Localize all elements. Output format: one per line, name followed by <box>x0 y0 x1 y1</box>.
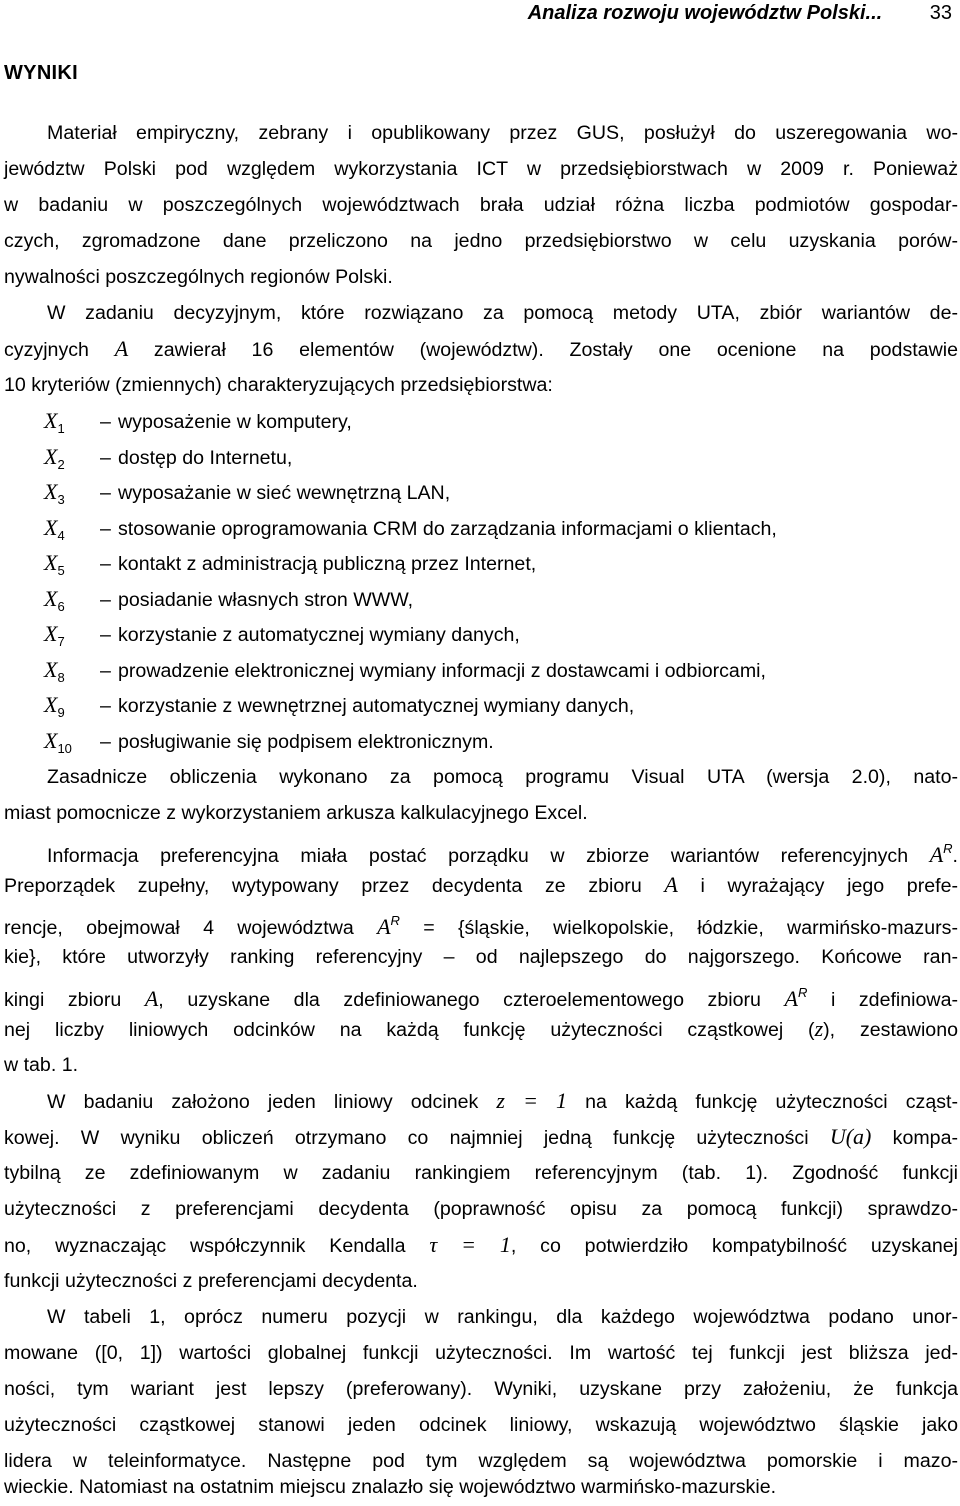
criterion-description: wyposażanie w sieć wewnętrzną LAN, <box>118 482 451 504</box>
math-set-a: A <box>144 986 159 1011</box>
text-fragment: i wyrażający jego prefe- <box>700 875 958 897</box>
criterion-description: posługiwanie się podpisem elektronicznym. <box>118 730 494 753</box>
criterion-description: korzystanie z automatycznej wymiany danych, <box>118 624 520 646</box>
paragraph-2-line: W zadaniu decyzyjnym, które rozwiązano za pomocą metody UTA, zbiór wariantów de- <box>47 302 958 324</box>
text-fragment: no, wyznaczając współczynnik Kendalla <box>4 1235 406 1257</box>
paragraph-1-line: Materiał empiryczny, zebrany i opublikowany przez GUS, posłużył do uszeregowania wo- <box>47 122 958 144</box>
running-header <box>0 2 952 28</box>
criterion-description: prowadzenie elektronicznej wymiany informacji z dostawcami i odbiorcami, <box>118 659 766 682</box>
paragraph-1-line: nywalności poszczególnych regionów Polski. <box>4 266 393 288</box>
criterion-variable: $X_{10}$ <box>44 727 72 756</box>
paragraph-4-line <box>4 868 958 902</box>
math-z: z <box>814 1016 824 1041</box>
criterion-variable: $X_2$ <box>44 443 65 472</box>
text-fragment: zawierał 16 elementów (województw). Zostały one ocenione na podstawie <box>153 339 958 361</box>
criterion-item <box>44 617 520 651</box>
criterion-dash: – <box>100 659 111 682</box>
paragraph-5-line: tybilną ze zdefiniowanym w zadaniu rankingiem referencyjnym (tab. 1). Zgodność funkcji <box>4 1162 958 1184</box>
text-fragment: , uzyskane dla zdefiniowanego czteroelementowego zbioru <box>158 989 761 1011</box>
text-fragment: kowej. W wyniku obliczeń otrzymano co najmniej jedną funkcję użyteczności <box>4 1127 809 1149</box>
paragraph-6-line: lidera w teleinformatyce. Następne pod tym względem są województwa pomorskie i mazo- <box>4 1450 958 1472</box>
paragraph-6-line: W tabeli 1, oprócz numeru pozycji w rankingu, dla każdego województwa podano unor- <box>47 1306 958 1328</box>
text-fragment: cyzyjnych <box>4 339 89 361</box>
criterion-dash: – <box>100 695 111 717</box>
criterion-variable: $X_3$ <box>44 479 65 507</box>
criterion-description: korzystanie z wewnętrznej automatycznej wymiany danych, <box>118 695 635 717</box>
criterion-dash: – <box>100 730 111 753</box>
paragraph-6-line: mowane ([0, 1]) wartości globalnej funkcji użyteczności. Im wartość tej funkcji jest bliższa jed- <box>4 1342 958 1364</box>
criterion-description: stosowanie oprogramowania CRM do zarządzania informacjami o klientach, <box>118 517 777 540</box>
text-fragment: kingi zbioru <box>4 989 122 1011</box>
math-reference-set: $A^R$ <box>784 985 808 1011</box>
paragraph-6-line: użyteczności cząstkowej stanowi jeden odcinek liniowy, wskazują województwo śląskie jako <box>4 1414 958 1436</box>
text-fragment: Informacja preferencyjna miała postać porządku w zbiorze wariantów referencyjnych <box>47 845 909 867</box>
paragraph-5-line: użyteczności z preferencjami decydenta (poprawność opisu za pomocą funkcji) sprawdzo- <box>4 1198 958 1220</box>
paragraph-4-line <box>4 1012 958 1046</box>
math-set-a: A <box>664 872 678 897</box>
criterion-item <box>44 546 536 580</box>
criterion-description: kontakt z administracją publiczną przez Internet, <box>118 553 537 575</box>
criterion-item <box>44 404 352 438</box>
criterion-dash: – <box>100 482 111 504</box>
criterion-variable: $X_1$ <box>44 408 65 436</box>
paragraph-1-line: czych, zgromadzone dane przeliczono na jedno przedsiębiorstwo w celu uzyskania porów- <box>4 230 958 252</box>
criterion-dash: – <box>100 411 111 433</box>
criterion-dash: – <box>100 446 111 469</box>
paragraph-4-line: kie}, które utworzyły ranking referencyjny – od najlepszego do najgorszego. Końcowe ran- <box>4 946 958 968</box>
criterion-item <box>44 653 766 687</box>
paragraph-5-line <box>4 1120 958 1154</box>
criterion-item <box>44 582 413 616</box>
criterion-dash: – <box>100 588 111 611</box>
paragraph-5-line <box>47 1084 958 1118</box>
text-fragment: na każdą funkcję użyteczności cząst- <box>585 1091 958 1113</box>
text-fragment: nej liczby liniowych odcinków na każdą funkcję użyteczności cząstkowej ( <box>4 1019 815 1041</box>
text-fragment: , co potwierdziło kompatybilność uzyskanej <box>510 1235 958 1257</box>
text-fragment: Preporządek zupełny, wytypowany przez decydenta ze zbioru <box>4 875 642 897</box>
criterion-description: posiadanie własnych stron WWW, <box>118 588 414 611</box>
paragraph-2-line <box>4 332 958 366</box>
math-set-a: A <box>114 336 129 361</box>
paragraph-5-line: funkcji użyteczności z preferencjami decydenta. <box>4 1270 418 1292</box>
criterion-dash: – <box>100 517 111 540</box>
paragraph-3-line: Zasadnicze obliczenia wykonano za pomocą programu Visual UTA (wersja 2.0), nato- <box>47 766 958 788</box>
criterion-description: dostęp do Internetu, <box>118 446 293 469</box>
criterion-variable: $X_9$ <box>44 692 65 720</box>
paragraph-6-line: ności, tym wariant jest lepszy (preferowany). Wyniki, uzyskane przy założeniu, że funkcja <box>4 1378 958 1400</box>
criterion-item <box>44 440 292 474</box>
criterion-variable: $X_8$ <box>44 656 65 685</box>
math-z-equals-1: z = 1 <box>496 1088 568 1113</box>
running-title: Analiza rozwoju województw Polski... <box>527 2 883 24</box>
criterion-dash: – <box>100 553 111 575</box>
criterion-item <box>44 475 450 509</box>
paragraph-1-line: w badaniu w poszczególnych województwach brała udział różna liczba podmiotów gospodar- <box>4 194 958 216</box>
text-fragment: W badaniu założono jeden liniowy odcinek <box>47 1091 479 1113</box>
paragraph-2-line: 10 kryteriów (zmiennych) charakteryzujących przedsiębiorstwa: <box>4 374 553 396</box>
text-fragment: = {śląskie, wielkopolskie, łódzkie, warmińsko-mazurs- <box>423 917 958 939</box>
criterion-dash: – <box>100 624 111 646</box>
text-fragment: i zdefiniowa- <box>830 989 958 1011</box>
paragraph-6-line: wieckie. Natomiast na ostatnim miejscu znalazło się województwo warmińsko-mazurskie. <box>4 1476 777 1498</box>
text-fragment: kompa- <box>892 1127 958 1149</box>
text-fragment: rencje, obejmował 4 województwa <box>4 917 354 939</box>
page-number: 33 <box>929 2 952 24</box>
math-reference-set: $A^R$ <box>377 913 400 939</box>
criterion-variable: $X_4$ <box>44 514 65 543</box>
paragraph-4-line <box>4 976 958 1010</box>
criterion-item <box>44 724 494 758</box>
criterion-variable: $X_6$ <box>44 585 65 614</box>
math-utility-function: U(a) <box>829 1124 872 1149</box>
text-fragment: ), zestawiono <box>823 1019 958 1041</box>
math-reference-set: $A^R$. <box>929 841 958 867</box>
paragraph-3-line: miast pomocnicze z wykorzystaniem arkusza kalkulacyjnego Excel. <box>4 802 588 824</box>
paragraph-5-line <box>4 1228 958 1262</box>
paragraph-4-line <box>47 832 958 866</box>
criterion-item <box>44 688 634 722</box>
paragraph-1-line: jewództw Polski pod względem wykorzystania ICT w przedsiębiorstwach w 2009 r. Ponieważ <box>4 158 958 180</box>
criterion-description: wyposażenie w komputery, <box>118 411 352 433</box>
paragraph-4-line <box>4 904 958 938</box>
section-heading: WYNIKI <box>4 62 79 84</box>
criterion-variable: $X_5$ <box>44 550 65 578</box>
criterion-variable: $X_7$ <box>44 621 65 649</box>
math-tau-equals-1: τ = 1 <box>429 1232 511 1257</box>
paragraph-4-line: w tab. 1. <box>4 1054 79 1076</box>
criterion-item <box>44 511 777 545</box>
